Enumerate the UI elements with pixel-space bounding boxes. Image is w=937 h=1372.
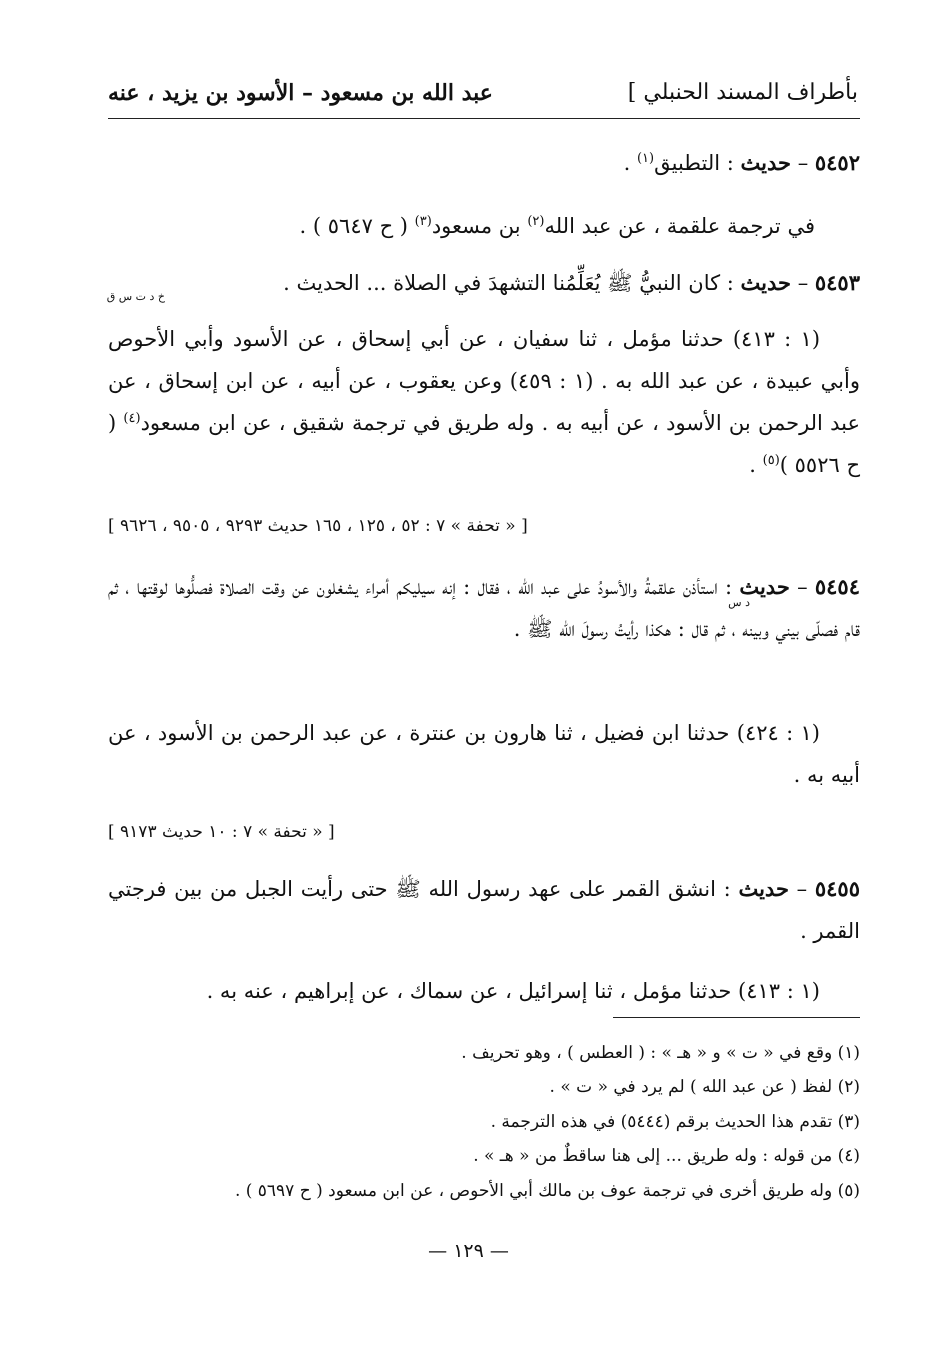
note-text: في ترجمة علقمة ، عن عبد الله (544, 214, 815, 238)
footnote-ref-1: (١) (636, 151, 655, 166)
hadith-5453-reference (108, 516, 860, 536)
footnote-divider (613, 1017, 860, 1018)
note-text: بن مسعود (431, 214, 528, 238)
dash: – (789, 575, 815, 599)
hadith-5452-note (108, 205, 860, 247)
tuhfa-reference: [ « تحفة » ٧ : ٥٢ ، ١٢٥ ، ١٦٥ حديث ٩٢٩٣ ، ٩٥٠٥ ، ٩٦٢٦ ] (108, 516, 528, 536)
page-number: — ١٢٩ — (428, 1240, 509, 1262)
footnote-5: (٥) وله طريق أخرى في ترجمة عوف بن مالك أبي الأحوص ، عن ابن مسعود ( ح ٥٦٩٧ ) . (234, 1181, 860, 1201)
footnote-4: (٤) من قوله : وله طريق ... إلى هنا ساقطٌ من « هـ » . (473, 1146, 860, 1166)
hadith-number: ٥٤٥٤ (814, 574, 860, 599)
hadith-number: ٥٤٥٢ (814, 150, 860, 175)
hadith-5453-chain (108, 318, 860, 486)
hadith-5454-reference (108, 822, 860, 842)
dash: – (791, 151, 815, 175)
chain-text: (١ : ٤١٣) حدثنا مؤمل ، ثنا إسرائيل ، عن سماك ، عن إبراهيم ، عنه به . (206, 979, 820, 1003)
footnote-ref-3: (٣) (414, 214, 432, 229)
running-header (108, 80, 858, 116)
chain-text: ( ح ٥٥٢٦ ) (108, 411, 860, 477)
note-text: ( ح ٥٦٤٧ ) . (299, 214, 415, 238)
hadith-5453-heading (108, 262, 860, 304)
hadith-5454-chain (108, 712, 860, 796)
source-marks: خ د ت س ق (106, 290, 165, 303)
hadith-number: ٥٤٥٣ (814, 270, 860, 295)
punctuation: . (623, 151, 637, 175)
hadith-keyword: حديث (740, 270, 792, 295)
header-book-title: بأطراف المسند الحنبلي ] (627, 80, 858, 105)
source-marks: د س (728, 596, 750, 609)
dash: – (791, 271, 815, 295)
tuhfa-reference: [ « تحفة » ٧ : ١٠ حديث ٩١٧٣ ] (108, 822, 335, 842)
footnote-1: (١) وقع في « ت » و « هـ » : ( العطس ) ، وهو تحريف . (461, 1043, 860, 1063)
footnote-ref-4: (٤) (123, 411, 141, 426)
hadith-text: : استأذن علقمةُ والأسودُ على عبد الله ، فقال : إنه سيليكم أمراء يشغلون عن وقت الصلاة فصلُّوها لوقتها ، ثم قام فصلّى بيني وبينه ، ثم قال : هكذا رأيتُ رسولَ الله ﷺ . (108, 575, 860, 641)
hadith-5452-heading (108, 142, 860, 184)
footnote-3: (٣) تقدم هذا الحديث برقم (٥٤٤٤) في هذه الترجمة . (490, 1112, 860, 1132)
hadith-5455-chain (108, 970, 860, 1012)
hadith-keyword: حديث (739, 574, 790, 599)
chain-text: . (749, 453, 763, 477)
hadith-keyword: حديث (738, 876, 789, 901)
hadith-text: : كان النبيُّ ﷺ يُعَلِّمُنا التشهدَ في الصلاة ... الحديث . (283, 271, 741, 295)
dash: – (788, 877, 815, 901)
chain-text: (١ : ٤١٣) حدثنا مؤمل ، ثنا سفيان ، عن أبي إسحاق ، عن الأسود وأبي الأحوص وأبي عبيدة ، عن عبد الله به . (١ : ٤٥٩) وعن يعقوب ، عن أبيه ، عن ابن إسحاق ، عن عبد الرحمن بن الأسود ، عن أبيه به . وله طريق في ترجمة شقيق ، عن ابن مسعود (108, 327, 860, 435)
hadith-keyword: حديث (740, 150, 792, 175)
hadith-5455-heading (108, 868, 860, 952)
footnote-2: (٢) لفظ ( عن عبد الله ) لم يرد في « ت » . (549, 1077, 860, 1097)
chain-text: (١ : ٤٢٤) حدثنا ابن فضيل ، ثنا هارون بن عنترة ، عن عبد الرحمن بن الأسود ، عن أبيه به . (108, 721, 860, 787)
hadith-text: : التطبيق (654, 151, 741, 175)
header-section-title: عبد الله بن مسعود – الأسود بن يزيد ، عنه (108, 80, 493, 106)
header-divider (108, 118, 860, 119)
footnote-ref-5: (٥) (762, 453, 780, 468)
hadith-text: : انشق القمر على عهد رسول الله ﷺ حتى رأيت الجبل من بين فرجتي القمر . (108, 877, 860, 943)
footnote-ref-2: (٢) (527, 214, 545, 229)
hadith-number: ٥٤٥٥ (814, 876, 860, 901)
